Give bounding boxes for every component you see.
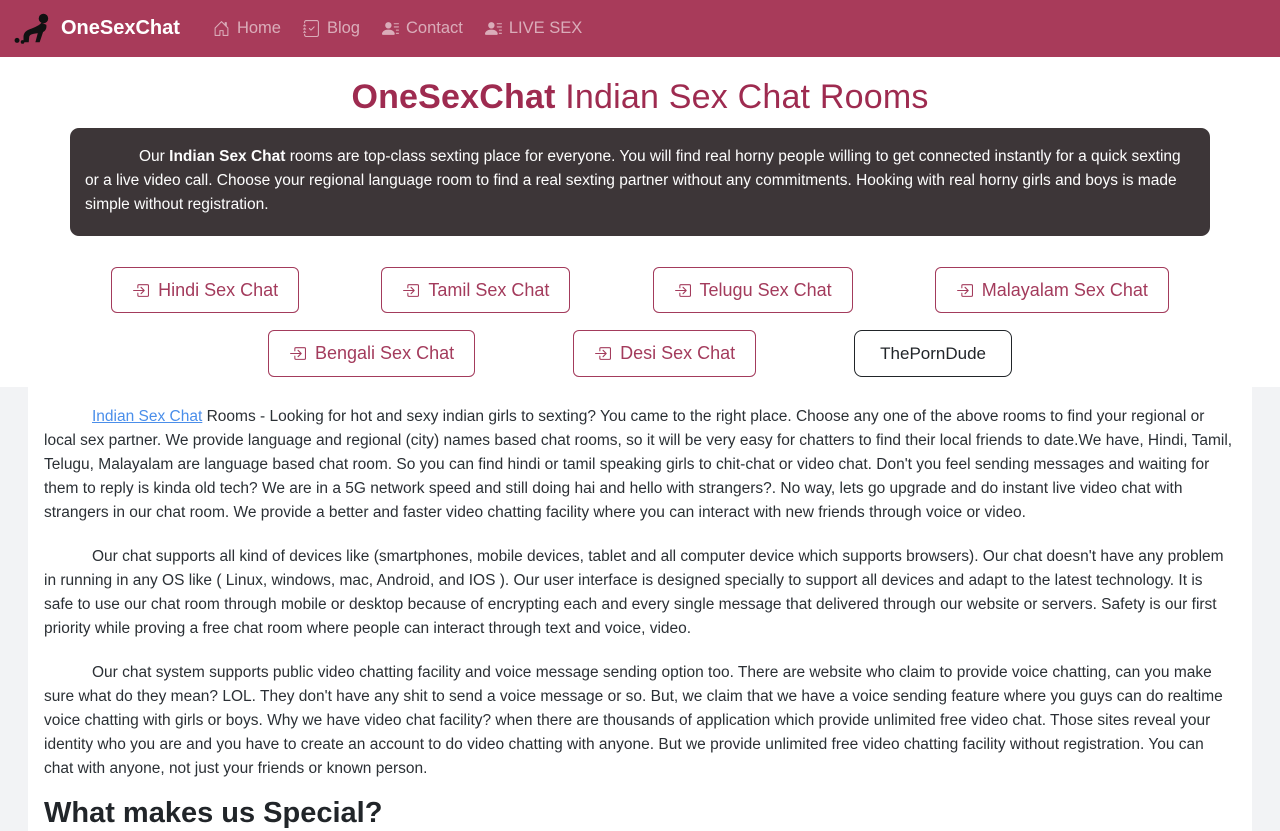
house-icon	[213, 20, 230, 37]
room-buttons-row-1	[70, 267, 1210, 313]
article-card	[28, 387, 1252, 831]
box-arrow-in-right-icon	[674, 282, 691, 299]
nav-label-home: Home	[236, 19, 281, 37]
nav-item-contact[interactable]	[371, 19, 474, 38]
logo-icon	[14, 12, 52, 45]
intro-body: rooms are top-class sexting place for everyone. You will find real horny people willing to get connected instantly for a quick sexting or a live video call. Choose your regional language room to find a real sexting partner without any commitments. Hooking with real horny girls and boys is made simple without registration.	[85, 148, 1181, 213]
nav-label-blog: Blog	[326, 19, 360, 37]
box-arrow-in-right-icon	[402, 282, 419, 299]
room-button-label: Bengali Sex Chat	[315, 343, 455, 364]
room-buttons	[70, 267, 1210, 377]
section-heading: What makes us Special?	[44, 796, 383, 829]
person-lines-icon	[485, 20, 502, 37]
page-title-rest: Indian Sex Chat Rooms	[555, 78, 929, 116]
room-button-label: Desi Sex Chat	[620, 343, 736, 364]
paragraph-1	[44, 405, 1236, 525]
navbar	[0, 0, 1280, 57]
intro-highlight: Indian Sex Chat	[169, 148, 286, 165]
room-button-malayalam[interactable]	[935, 267, 1169, 313]
brand-name: OneSexChat	[61, 17, 180, 39]
nav-item-blog[interactable]	[292, 19, 371, 38]
page-title	[0, 57, 1280, 128]
theporndude-label: ThePornDude	[880, 343, 986, 363]
person-lines-icon	[382, 20, 399, 37]
room-button-telugu[interactable]	[653, 267, 853, 313]
room-button-tamil[interactable]	[381, 267, 570, 313]
room-button-bengali[interactable]	[268, 330, 475, 376]
paragraph-2: Our chat supports all kind of devices like (smartphones, mobile devices, tablet and all computer device which supports browsers). Our chat doesn't have any problem in running in any OS like ( Linux, windows, mac, Android, and IOS ). Our user interface is designed specially to support all devices and adapt to the latest technology. It is safe to use our chat room through mobile or desktop because of encrypting each and every single message that delivered through our website or servers. Safety is our first priority while proving a free chat room where people can interact through text and voice, video.	[44, 547, 1224, 637]
box-arrow-in-right-icon	[594, 345, 611, 362]
journal-check-icon	[303, 20, 320, 37]
page-title-brand: OneSexChat	[351, 78, 556, 116]
paragraph-3: Our chat system supports public video chatting facility and voice message sending option too. There are website who claim to provide voice chatting, can you make sure what do they mean? LOL. They don't have any shit to send a voice message or so. But, we claim that we have a voice sending feature where you guys can do realtime voice chatting with girls or boys. Why we have video chat facility? when there are thousands of application which provide unlimited free video chat. Those sites reveal your identity who you are and you have to create an account to do video chatting with anyone. But we provide unlimited free video chatting facility without registration. You can chat with anyone, not just your friends or known person.	[44, 663, 1223, 777]
intro-banner	[70, 128, 1210, 236]
room-button-label: Malayalam Sex Chat	[981, 280, 1148, 300]
header-section	[0, 57, 1280, 387]
room-button-hindi[interactable]	[111, 267, 299, 313]
nav-label-contact: Contact	[405, 19, 463, 37]
nav-item-live-sex[interactable]	[474, 19, 593, 38]
brand-link[interactable]	[14, 12, 180, 45]
box-arrow-in-right-icon	[956, 282, 973, 299]
room-button-label: Hindi Sex Chat	[158, 280, 279, 300]
box-arrow-in-right-icon	[289, 345, 306, 362]
room-button-desi[interactable]	[573, 330, 756, 376]
theporndude-button[interactable]	[854, 330, 1012, 376]
nav-item-home[interactable]	[202, 19, 292, 38]
room-buttons-row-2	[70, 330, 1210, 376]
room-button-label: Telugu Sex Chat	[699, 280, 832, 300]
intro-lead: Our	[139, 148, 170, 165]
room-button-label: Tamil Sex Chat	[428, 280, 550, 300]
paragraph-1-text: Rooms - Looking for hot and sexy indian girls to sexting? You came to the right place. Choose any one of the above rooms to find your regional or local sex partner. We provide language and regional (city) names based chat rooms, so it will be very easy for chatters to find their local friends to date.We have, Hindi, Tamil, Telugu, Malayalam are language based chat room. So you can find hindi or tamil speaking girls to chit-chat or video chat. Don't you feel sending messages and waiting for them to reply is kinda old tech? We are in a 5G network speed and still doing hai and hello with strangers?. No way, lets go upgrade and do instant live video chat with strangers in our chat room. We provide a better and faster video chatting facility where you can interact with new friends through voice or video.	[44, 407, 1233, 521]
indian-sex-chat-link[interactable]: Indian Sex Chat	[92, 407, 203, 425]
nav-label-live-sex: LIVE SEX	[508, 19, 583, 37]
box-arrow-in-right-icon	[132, 282, 149, 299]
